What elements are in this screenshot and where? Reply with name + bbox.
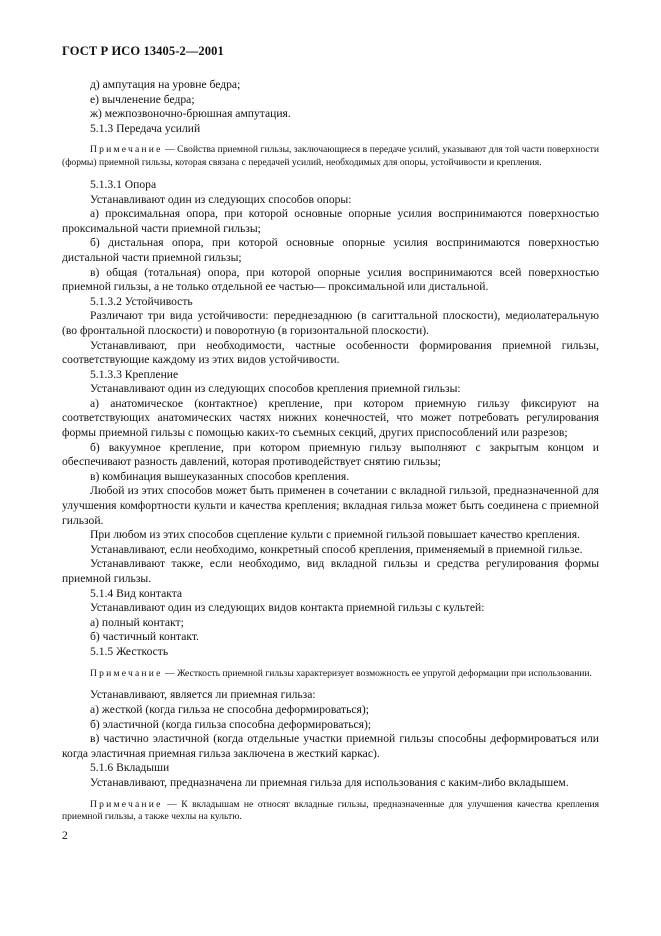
note-label: Примечание [90,144,163,156]
paragraph: 5.1.3 Передача усилий [90,121,201,135]
paragraph: 5.1.3.3 Крепление [90,367,179,381]
paragraph: Устанавливают один из следующих видов контакта приемной гильзы с культей: [90,601,485,615]
paragraph: а) жесткой (когда гильза не способна деформироваться); [90,702,369,716]
paragraph: в) комбинация вышеуказанных способов крепления. [90,469,350,483]
paragraph: 5.1.3.1 Опора [90,177,157,191]
note-paragraph [62,799,599,825]
paragraph: б) эластичной (когда гильза способна деформироваться); [90,717,372,731]
note-text: — Свойства приемной гильзы, заключающиеся в передаче усилий, указывают для той части поверхности (формы) приемной гильзы, которая связана с передачей усилий, необходимых для опоры, устойчивости и крепления. [62,144,599,169]
paragraph: б) дистальная опора, при которой основные опорные усилия воспринимаются поверхностью дистальной части приемной гильзы; [62,236,599,264]
paragraph: 5.1.3.2 Устойчивость [90,294,193,308]
paragraph: При любом из этих способов сцепление культи с приемной гильзой повышает качество крепления. [90,528,580,542]
paragraph: 5.1.4 Вид контакта [90,586,183,600]
paragraph: ж) межпозвоночно-брюшная ампутация. [90,107,291,121]
paragraph: Любой из этих способов может быть применен в сочетании с вкладной гильзой, предназначенной для улучшения комфортности культи и качества крепления; вкладная гильза может быть соединена с приемной гильзой. [62,484,599,527]
paragraph: Устанавливают также, если необходимо, вид вкладной гильзы и средства регулирования формы приемной гильзы. [62,557,599,585]
paragraph: а) проксимальная опора, при которой основные опорные усилия воспринимаются поверхностью проксимальной части приемной гильзы; [62,207,599,235]
paragraph: е) вычленение бедра; [90,92,195,106]
paragraph: в) общая (тотальная) опора, при которой опорные усилия воспринимаются всей поверхностью приемной гильзы, а не только отдельной ее частью— проксимальной или дистальной. [62,265,599,294]
paragraph: в) частично эластичной (когда отдельные участки приемной гильзы способны деформироваться или когда эластичная приемная гильза заключена в жесткий каркас). [62,732,599,760]
note-label: Примечание [90,798,163,810]
paragraph: а) полный контакт; [90,615,184,629]
note-paragraph [62,668,599,681]
paragraph: Устанавливают, если необходимо, конкретный способ крепления, применяемый в приемной гильзе. [90,542,583,556]
paragraph: б) частичный контакт. [90,630,199,644]
document-body [62,78,599,832]
paragraph: д) ампутация на уровне бедра; [90,78,241,91]
paragraph: 5.1.6 Вкладыши [90,761,170,775]
note-text: — Жесткость приемной гильзы характеризует возможность ее упругой деформации при использовании. [162,667,592,679]
paragraph: Различают три вида устойчивости: переднезаднюю (в сагиттальной плоскости), медиолатеральную (во фронтальной плоскости) и поворотную (в горизонтальной плоскости). [62,309,599,337]
document-header: ГОСТ Р ИСО 13405-2—2001 [62,44,224,58]
paragraph: 5.1.5 Жесткость [90,644,169,658]
note-label: Примечание [90,667,163,679]
note-text: — К вкладышам не относят вкладные гильзы, предназначенные для улучшения качества крепления приемной гильзы, а также чехлы на культю. [62,798,599,823]
paragraph: б) вакуумное крепление, при котором приемную гильзу выполняют с закрытым концом и обеспечивают разность давлений, которая противодействует снятию гильзы; [62,440,599,469]
paragraph: Устанавливают один из следующих способов опоры: [90,192,352,206]
note-paragraph [62,144,599,170]
paragraph: Устанавливают, является ли приемная гильза: [90,688,316,702]
page-number: 2 [62,829,68,842]
paragraph: Устанавливают один из следующих способов крепления приемной гильзы: [90,382,461,396]
paragraph: Устанавливают, предназначена ли приемная гильза для использования с каким-либо вкладышем. [90,775,569,789]
paragraph: Устанавливают, при необходимости, частные особенности формирования приемной гильзы, соответствующие каждому из этих видов устойчивости. [62,338,599,367]
paragraph: а) анатомическое (контактное) крепление, при котором приемную гильзу фиксируют на соответствующих анатомических частях нижних конечностей, что может потребовать регулирования формы приемной гильзы с помощью каких-то съемных секций, других приспособлений или разрезов; [62,396,599,440]
